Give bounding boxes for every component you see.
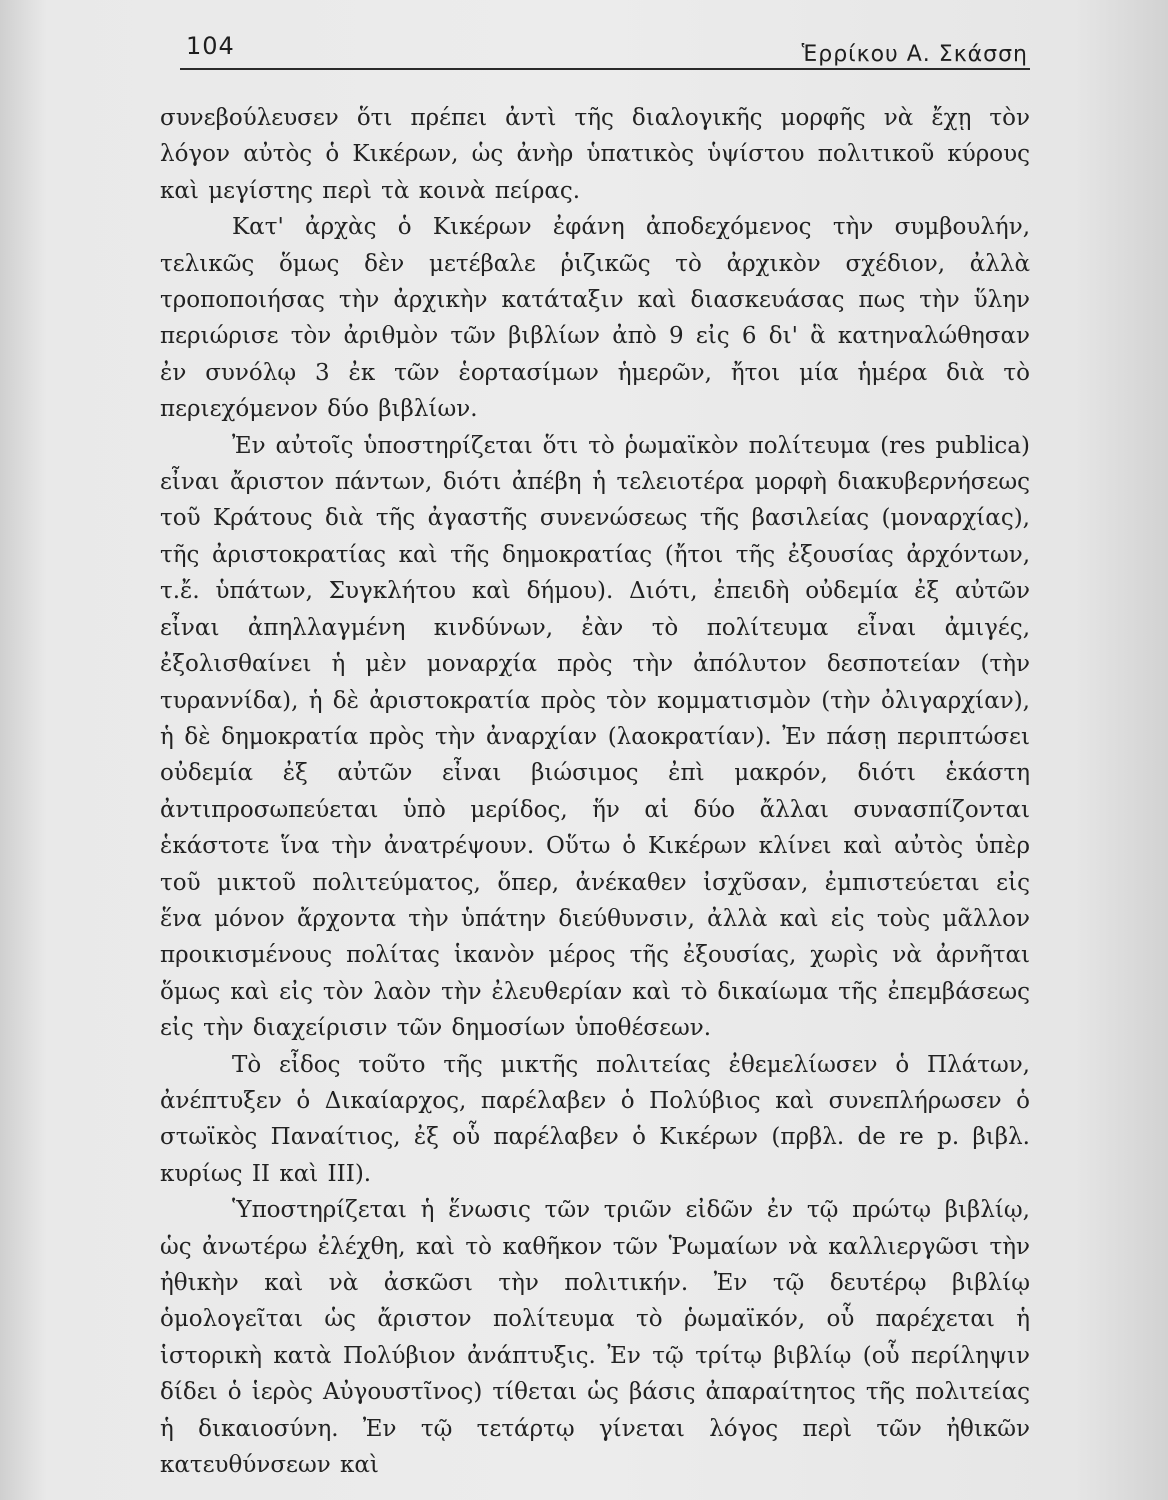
page-number: 104 (186, 32, 235, 60)
paragraph: συνεβούλευσεν ὅτι πρέπει ἀντὶ τῆς διαλογικῆς μορφῆς νὰ ἔχῃ τὸν λόγον αὐτὸς ὁ Κικέρων, ὡς ἀνὴρ ὑπατικὸς ὑψίστου πολιτικοῦ κύρους καὶ μεγίστης περὶ τὰ κοινὰ πείρας. (160, 105, 1030, 204)
paragraph: Κατ' ἀρχὰς ὁ Κικέρων ἐφάνη ἀποδεχόμενος τὴν συμβουλήν, τελικῶς ὅμως δὲν μετέβαλε ῥιζικῶς τὸ ἀρχικὸν σχέδιον, ἀλλὰ τροποποιήσας τὴν ἀρχικὴν κατάταξιν καὶ διασκευάσας πως τὴν ὕλην περιώρισε τὸν ἀριθμὸν τῶν βιβλίων ἀπὸ 9 εἰς 6 δι' ἃ κατηναλώθησαν ἐν συνόλῳ 3 ἐκ τῶν ἑορτασίμων ἡμερῶν, ἤτοι μία ἡμέρα διὰ τὸ περιεχόμενον δύο βιβλίων. (160, 214, 1030, 423)
body-text (160, 100, 1030, 1483)
paragraph: Ἐν αὐτοῖς ὑποστηρίζεται ὅτι τὸ ῥωμαϊκὸν πολίτευμα (res publica) εἶναι ἄριστον πάντων, διότι ἀπέβη ἡ τελειοτέρα μορφὴ διακυβερνήσεως τοῦ Κράτους διὰ τῆς ἀγαστῆς συνενώσεως τῆς βασιλείας (μοναρχίας), τῆς ἀριστοκρατίας καὶ τῆς δημοκρατίας (ἤτοι τῆς ἐξουσίας ἀρχόντων, τ.ἔ. ὑπάτων, Συγκλήτου καὶ δήμου). Διότι, ἐπειδὴ οὐδεμία ἐξ αὐτῶν εἶναι ἀπηλλαγμένη κινδύνων, ἐὰν τὸ πολίτευμα εἶναι ἀμιγές, ἐξολισθαίνει ἡ μὲν μοναρχία πρὸς τὴν ἀπόλυτον δεσποτείαν (τὴν τυραννίδα), ἡ δὲ ἀριστοκρατία πρὸς τὸν κομματισμὸν (τὴν ὀλιγαρχίαν), ἡ δὲ δημοκρατία πρὸς τὴν ἀναρχίαν (λαοκρατίαν). Ἐν πάσῃ περιπτώσει οὐδεμία ἐξ αὐτῶν εἶναι βιώσιμος ἐπὶ μακρόν, διότι ἑκάστη ἀντιπροσωπεύεται ὑπὸ μερίδος, ἥν αἱ δύο ἄλλαι συνασπίζονται ἑκάστοτε ἵνα τὴν ἀνατρέψουν. Οὕτω ὁ Κικέρων κλίνει καὶ αὐτὸς ὑπὲρ τοῦ μικτοῦ πολιτεύματος, ὅπερ, ἀνέκαθεν ἰσχῦσαν, ἐμπιστεύεται εἰς ἕνα μόνον ἄρχοντα τὴν ὑπάτην διεύθυνσιν, ἀλλὰ καὶ εἰς τοὺς μᾶλλον προικισμένους πολίτας ἱκανὸν μέρος τῆς ἐξουσίας, χωρὶς νὰ ἀρνῆται ὅμως καὶ εἰς τὸν λαὸν τὴν ἐλευθερίαν καὶ τὸ δικαίωμα τῆς ἐπεμβάσεως εἰς τὴν διαχείρισιν τῶν δημοσίων ὑποθέσεων. (160, 432, 1030, 1042)
paragraph: Ὑποστηρίζεται ἡ ἕνωσις τῶν τριῶν εἰδῶν ἐν τῷ πρώτῳ βιβλίῳ, ὡς ἀνωτέρω ἐλέχθη, καὶ τὸ καθῆκον τῶν Ῥωμαίων νὰ καλλιεργῶσι τὴν ἠθικὴν καὶ νὰ ἀσκῶσι τὴν πολιτικήν. Ἐν τῷ δευτέρῳ βιβλίῳ ὁμολογεῖται ὡς ἄριστον πολίτευμα τὸ ῥωμαϊκόν, οὗ παρέχεται ἡ ἱστορικὴ κατὰ Πολύβιον ἀνάπτυξις. Ἐν τῷ τρίτῳ βιβλίῳ (οὗ περίληψιν δίδει ὁ ἱερὸς Αὐγουστῖνος) τίθεται ὡς βάσις ἀπαραίτητος τῆς πολιτείας ἡ δικαιοσύνη. Ἐν τῷ τετάρτῳ γίνεται λόγος περὶ τῶν ἠθικῶν κατευθύνσεων καὶ (160, 1197, 1030, 1479)
paragraph: Τὸ εἶδος τοῦτο τῆς μικτῆς πολιτείας ἐθεμελίωσεν ὁ Πλάτων, ἀνέπτυξεν ὁ Δικαίαρχος, παρέλαβεν ὁ Πολύβιος καὶ συνεπλήρωσεν ὁ στωϊκὸς Παναίτιος, ἐξ οὗ παρέλαβεν ὁ Κικέρων (πρβλ. de re p. βιβλ. κυρίως ΙΙ καὶ ΙΙΙ). (160, 1051, 1030, 1187)
running-head: Ἑρρίκου Α. Σκάσση (801, 42, 1028, 67)
page-header (180, 30, 1030, 70)
